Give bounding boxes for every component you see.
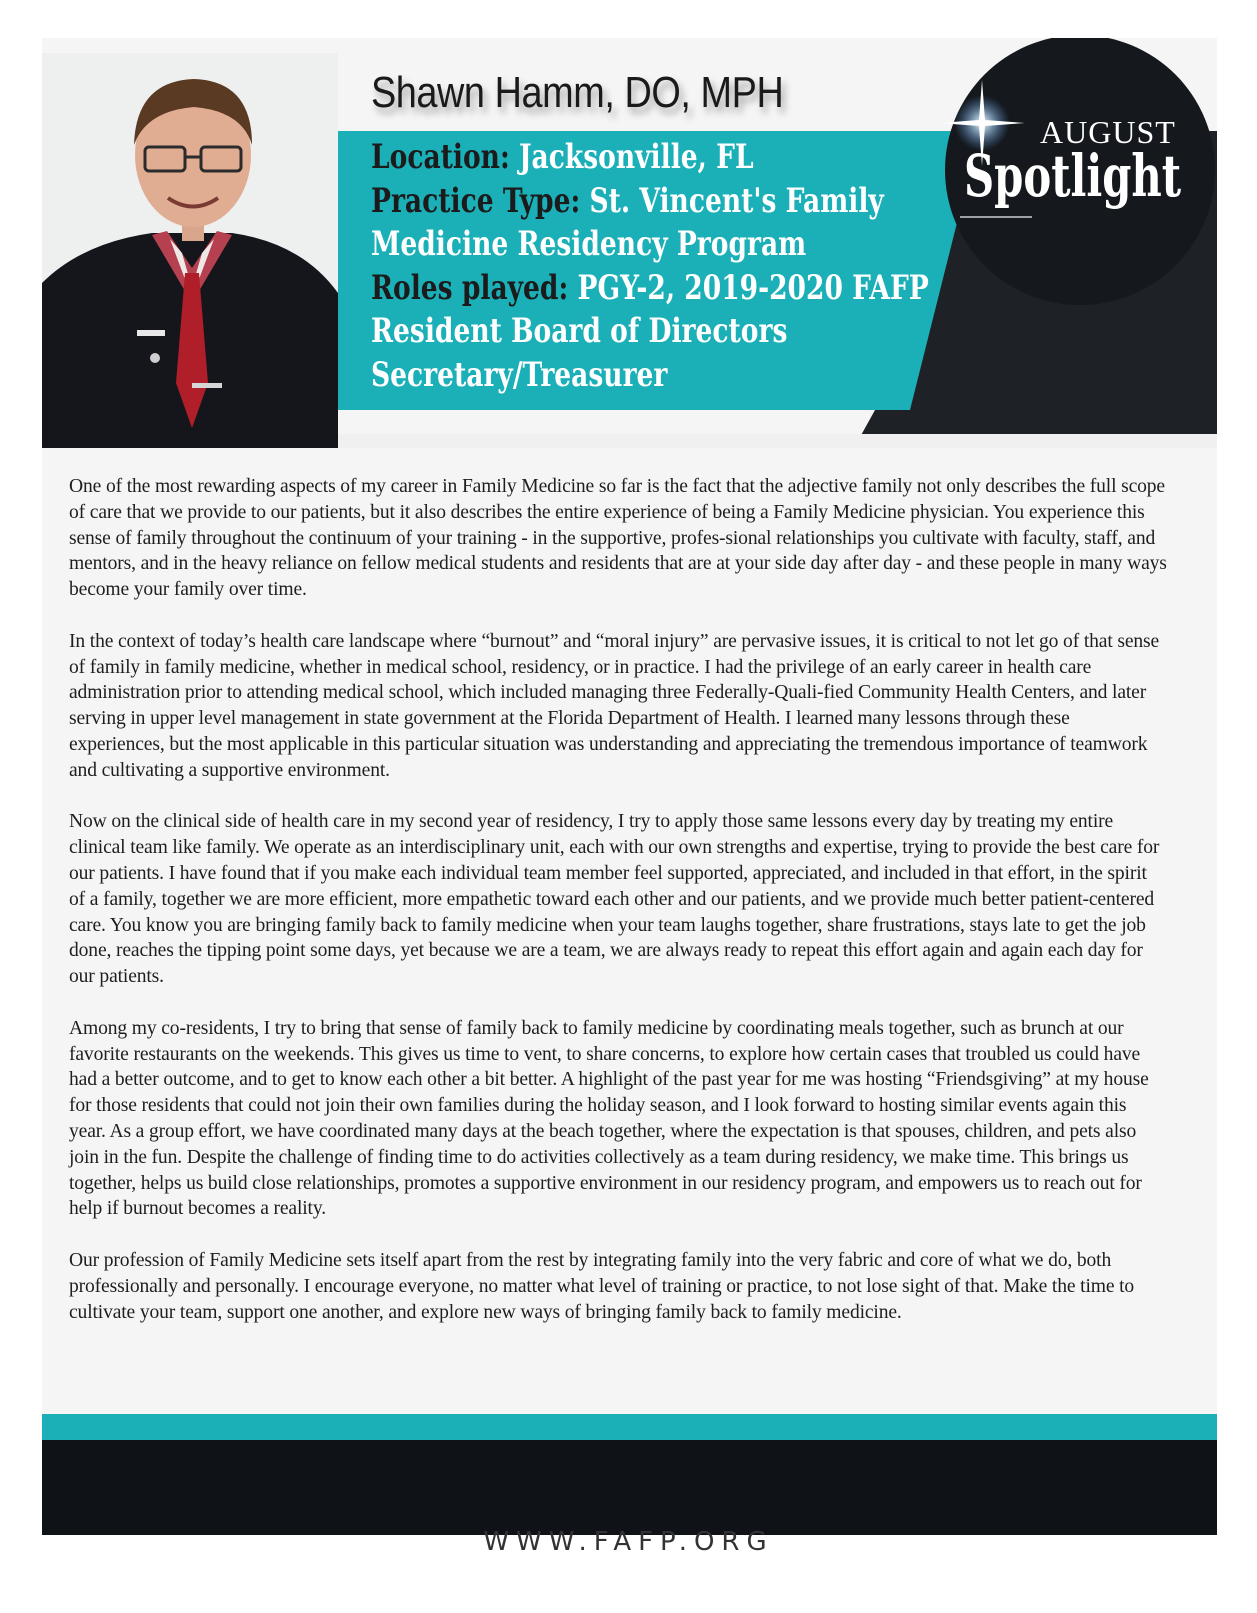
location-value: Jacksonville, FL xyxy=(518,137,754,177)
practice-line xyxy=(371,180,884,224)
profile-info xyxy=(371,136,929,397)
footer-url[interactable]: WWW.FAFP.ORG xyxy=(483,1527,774,1557)
paragraph-3: Now on the clinical side of health care in my second year of residency, I try to apply those same lessons every day by treating my entire clinical team like family. We operate as an interdisciplinary unit, each with our own strengths and expertise, trying to provide the best care for our patients. I have found that if you make each individual team member feel supported, appreciated, and included in that effort, in the spirit of a family, together we are more efficient, more empathetic toward each other and our patients, and we provide much better patient-centered care. You know you are bringing family back to family medicine when your team laughs together, share frustrations, stays late to get the job done, reaches the tipping point some days, yet because we are a team, we are always ready to repeat this effort again and again each day for our patients. xyxy=(69,811,1160,988)
spotlight-page xyxy=(42,38,1217,1535)
practice-value-2: Medicine Residency Program xyxy=(371,224,807,264)
roles-value-2: Resident Board of Directors xyxy=(371,311,788,351)
badge-title: Spotlight xyxy=(964,142,1182,210)
article-body xyxy=(69,474,1167,1351)
location-label: Location: xyxy=(371,137,510,177)
profile-photo xyxy=(42,53,338,448)
portrait-illustration xyxy=(42,53,338,448)
footer-teal-band xyxy=(42,1414,1217,1440)
paragraph-4: Among my co-residents, I try to bring that sense of family back to family medicine by coordinating meals together, such as brunch at our favorite restaurants on the weekends. This gives us time to vent, to share concerns, to explore how certain cases that troubled us could have had a better outcome, and to get to know each other a bit better. A highlight of the past year for me was hosting “Friendsgiving” at my house for those residents that could not join their own families during the holiday season, and I look forward to hosting similar events again this year. As a group effort, we have coordinated many days at the beach together, where the expectation is that spouses, children, and pets also join in the fun. Despite the challenge of finding time to do activities collectively as a team during residency, we make time. This brings us together, helps us build close relationships, promotes a supportive environment in our residency program, and empowers us to reach out for help if burnout becomes a reality. xyxy=(69,1017,1149,1220)
paragraph-2: In the context of today’s health care landscape where “burnout” and “moral injury” are pervasive issues, it is critical to not let go of that sense of family in family medicine, whether in medical school, residency, or in practice. I had the privilege of an early career in health care administration prior to attending medical school, which included managing three Federally-Quali-fied Community Health Centers, and later serving in upper level management in state government at the Florida Department of Health. I learned many lessons through these experiences, but the most applicable in this particular situation was understanding and appreciating the tremendous importance of teamwork and cultivating a supportive environment. xyxy=(69,630,1160,781)
roles-label: Roles played: xyxy=(371,267,569,308)
paragraph-5: Our profession of Family Medicine sets itself apart from the rest by integrating family into the very fabric and core of what we do, both professionally and personally. I encourage everyone, no matter what level of training or practice, to not lose sight of that. Make the time to cultivate your team, support one another, and explore new ways of bringing family back to family medicine. xyxy=(69,1249,1135,1323)
location-line xyxy=(371,136,855,180)
footer-dark-band xyxy=(42,1440,1217,1535)
roles-value-1: PGY-2, 2019-2020 FAFP xyxy=(577,267,929,308)
practice-label: Practice Type: xyxy=(371,180,581,221)
roles-value-3: Secretary/Treasurer xyxy=(371,354,668,395)
practice-value-1: St. Vincent's Family xyxy=(589,180,884,221)
badge-divider xyxy=(960,216,1032,218)
roles-line xyxy=(371,267,929,311)
badge-month: AUGUST xyxy=(1040,114,1176,150)
person-name: Shawn Hamm, DO, MPH xyxy=(371,68,784,117)
header-banner xyxy=(42,38,1217,448)
paragraph-1: One of the most rewarding aspects of my career in Family Medicine so far is the fact that the adjective family not only describes the full scope of care that we provide to our patients, but it also describes the entire experience of being a Family Medicine physician. You experience this sense of family throughout the continuum of your training - in the supportive, profes-sional relationships you cultivate with faculty, staff, and mentors, and in the heavy reliance on fellow medical students and residents that are at your side day after day - and these people in many ways become your family over time. xyxy=(69,476,1167,601)
